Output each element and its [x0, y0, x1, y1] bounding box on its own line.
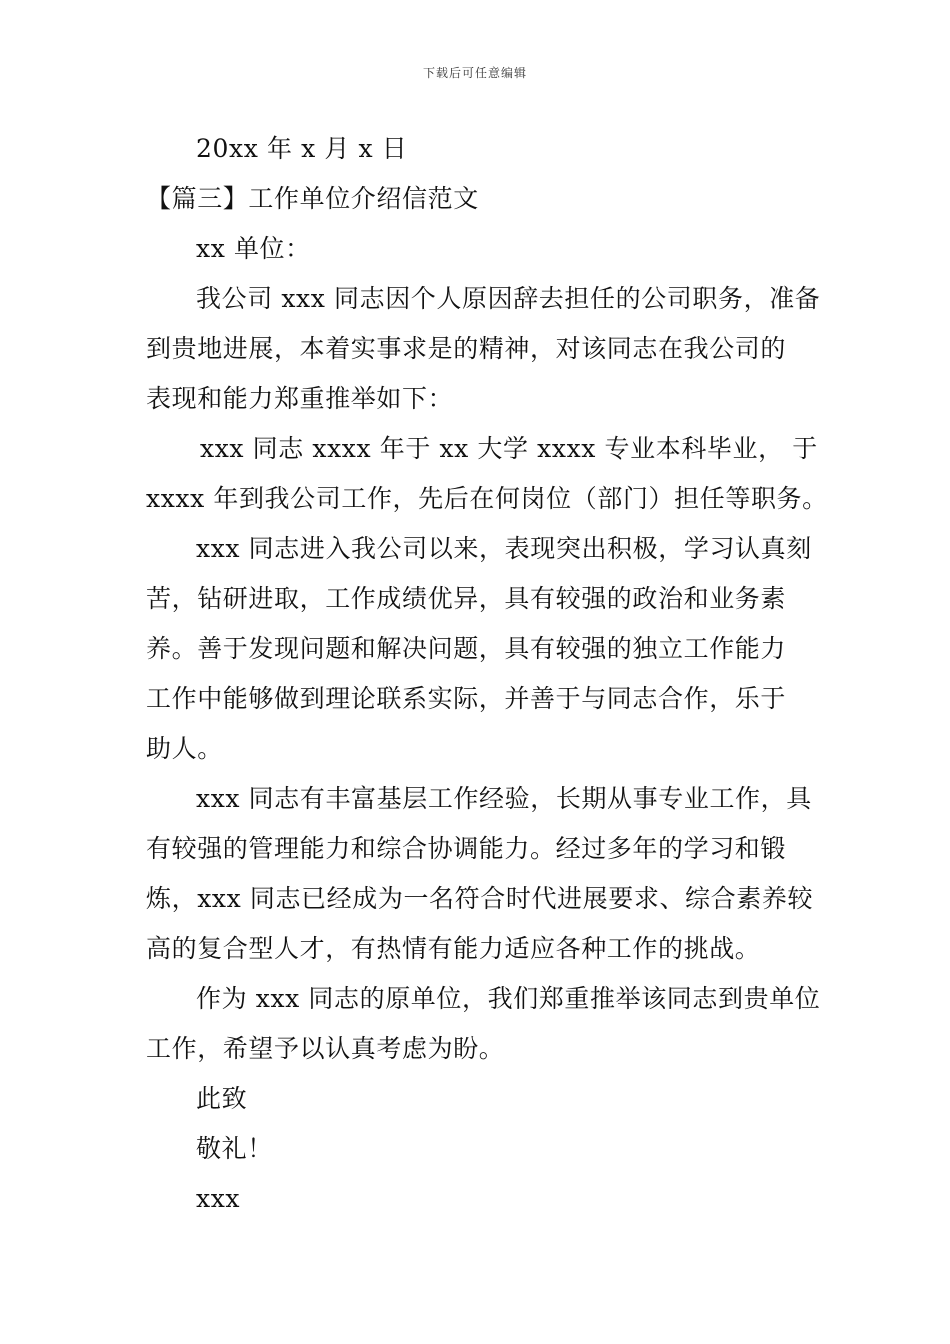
section-title: 【篇三】工作单位介绍信范文 — [146, 184, 479, 213]
date-line: 20xx 年 x 月 x 日 — [196, 134, 408, 163]
body-line: 表现和能力郑重推举如下： — [146, 384, 454, 413]
body-line: 炼，xxx 同志已经成为一名符合时代进展要求、综合素养较 — [146, 884, 814, 913]
body-line: 工作中能够做到理论联系实际，并善于与同志合作，乐于 — [146, 684, 787, 713]
body-line: 有较强的管理能力和综合协调能力。经过多年的学习和锻 — [146, 834, 787, 863]
signature: xxx — [196, 1184, 241, 1213]
body-line: 到贵地进展，本着实事求是的精神，对该同志在我公司的 — [146, 334, 787, 363]
body-line: 作为 xxx 同志的原单位，我们郑重推举该同志到贵单位 — [196, 984, 821, 1013]
body-line: 养。善于发现问题和解决问题，具有较强的独立工作能力 — [146, 634, 787, 663]
body-line: xxx 同志 xxxx 年于 xx 大学 xxxx 专业本科毕业， 于 — [200, 434, 818, 463]
closing-line: 此致 — [196, 1084, 248, 1113]
salutation: xx 单位： — [196, 234, 311, 263]
body-line: 工作，希望予以认真考虑为盼。 — [146, 1034, 505, 1063]
page-header: 下载后可任意编辑 — [422, 66, 527, 80]
closing-line: 敬礼！ — [196, 1134, 273, 1163]
body-line: 助人。 — [146, 734, 223, 763]
body-line: 苦，钻研进取，工作成绩优异，具有较强的政治和业务素 — [146, 584, 787, 613]
body-line: xxx 同志进入我公司以来，表现突出积极，学习认真刻 — [196, 534, 812, 563]
body-line: 高的复合型人才，有热情有能力适应各种工作的挑战。 — [146, 934, 761, 963]
body-line: 我公司 xxx 同志因个人原因辞去担任的公司职务，准备 — [196, 284, 821, 313]
body-line: xxx 同志有丰富基层工作经验，长期从事专业工作，具 — [196, 784, 812, 813]
body-line: xxxx 年到我公司工作，先后在何岗位（部门）担任等职务。 — [146, 484, 828, 513]
